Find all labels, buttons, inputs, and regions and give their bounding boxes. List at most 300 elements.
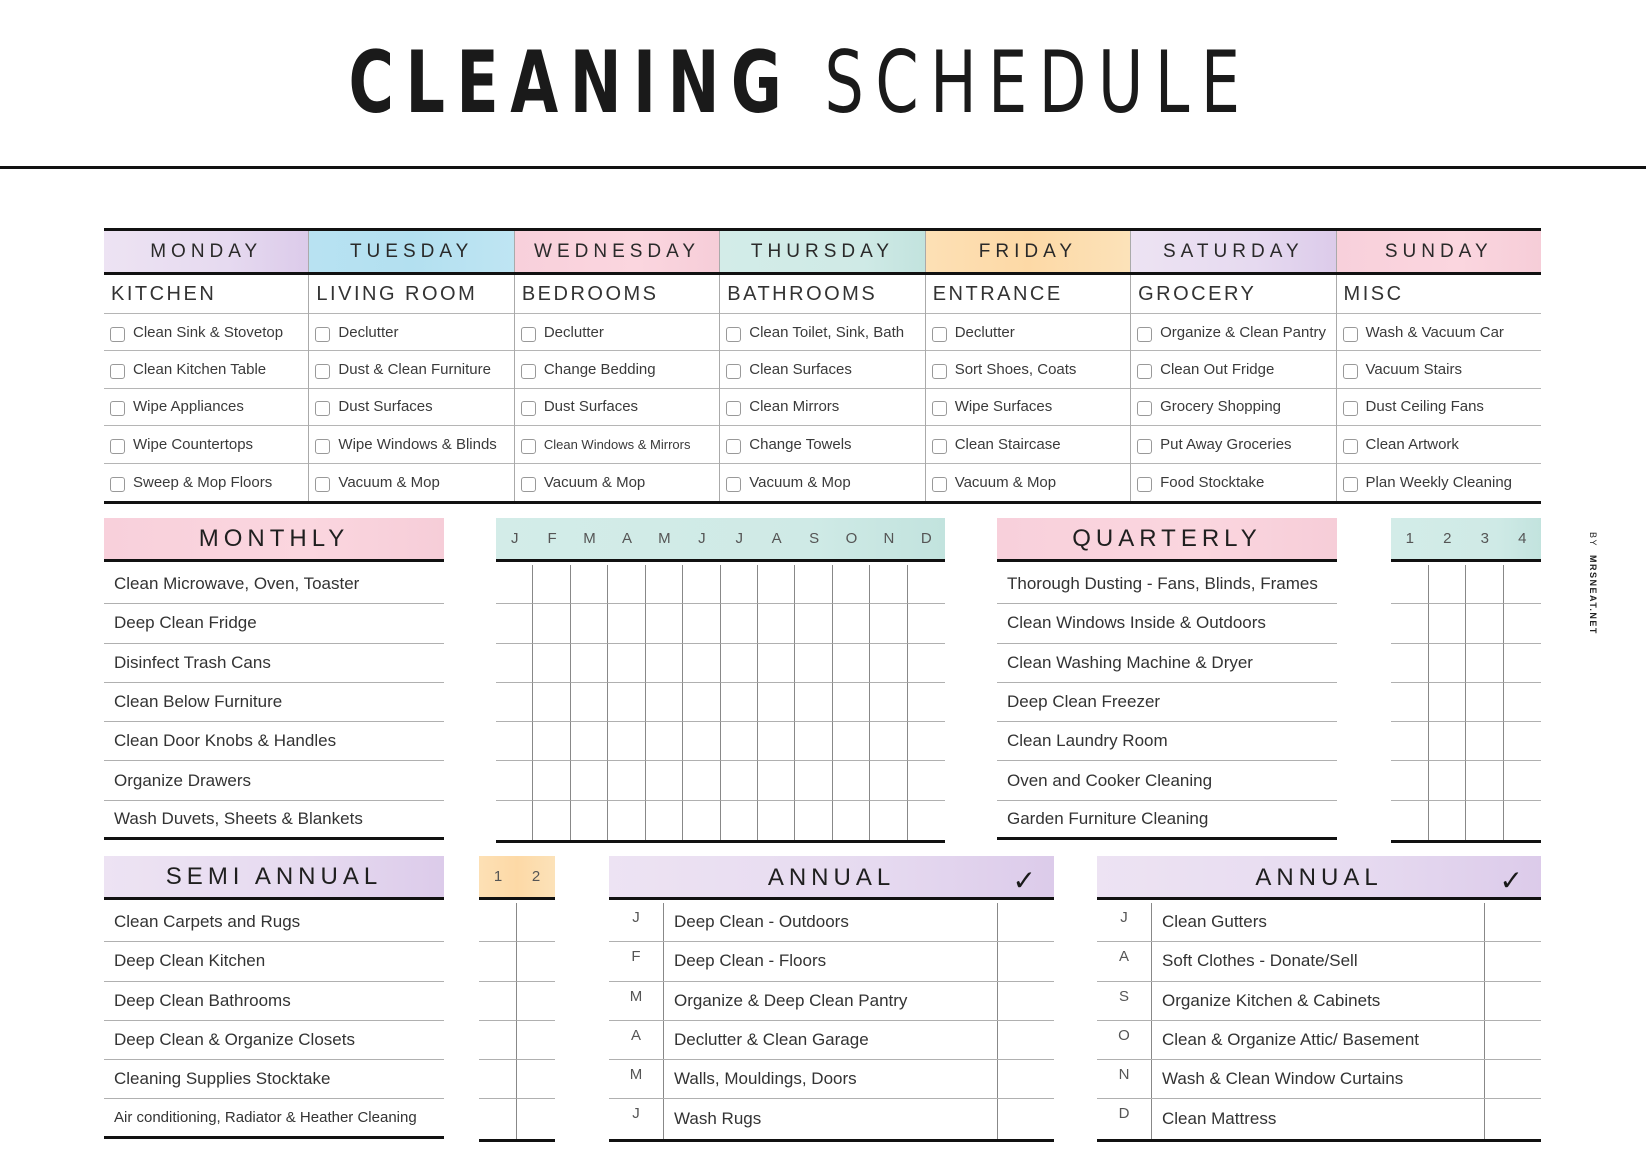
task-label: Clean Staircase <box>954 435 1061 453</box>
check-cell[interactable] <box>496 761 533 800</box>
task-label: Food Stocktake <box>1160 473 1265 491</box>
checkbox[interactable] <box>932 477 947 492</box>
weekly-body <box>104 275 1541 501</box>
checkbox[interactable] <box>110 364 125 379</box>
task-checkbox-item[interactable] <box>926 426 1130 463</box>
check-cell[interactable] <box>683 604 720 643</box>
day-column-monday <box>104 275 309 501</box>
task-checkbox-item[interactable] <box>926 464 1130 501</box>
check-cell[interactable] <box>646 801 683 840</box>
check-cell[interactable] <box>1429 801 1467 840</box>
check-cell[interactable] <box>1429 644 1467 683</box>
column-label: M <box>583 530 596 547</box>
check-cell[interactable] <box>833 644 870 683</box>
check-cell[interactable] <box>646 565 683 604</box>
task-checkbox-item[interactable] <box>104 464 308 501</box>
check-cell[interactable] <box>608 565 645 604</box>
task-label: Clean Gutters <box>1152 903 1485 941</box>
check-cell[interactable] <box>571 604 608 643</box>
task-checkbox-item[interactable] <box>515 351 719 388</box>
check-cell[interactable] <box>1466 683 1504 722</box>
check-cell[interactable] <box>571 801 608 840</box>
check-cell[interactable] <box>1485 1060 1541 1098</box>
check-cell[interactable] <box>683 644 720 683</box>
task-row: Organize Drawers <box>104 761 444 800</box>
task-row: Clean Windows Inside & Outdoors <box>997 604 1337 643</box>
task-label: Sort Shoes, Coats <box>954 361 1077 379</box>
task-checkbox-item[interactable] <box>1337 314 1541 351</box>
check-cell[interactable] <box>795 644 832 683</box>
quarterly-quarter-header <box>1391 518 1541 562</box>
check-cell[interactable] <box>646 683 683 722</box>
check-cell[interactable] <box>998 903 1054 941</box>
checkbox[interactable] <box>315 327 330 342</box>
check-cell[interactable] <box>1485 942 1541 980</box>
task-checkbox-item[interactable] <box>1131 464 1335 501</box>
check-cell[interactable] <box>608 604 645 643</box>
check-cell[interactable] <box>908 604 945 643</box>
checkbox[interactable] <box>726 477 741 492</box>
task-row: Deep Clean Kitchen <box>104 942 444 981</box>
checkbox[interactable] <box>110 477 125 492</box>
check-cell[interactable] <box>1429 722 1467 761</box>
check-cell[interactable] <box>517 982 555 1021</box>
quarterly-check-grid <box>1391 565 1541 843</box>
check-cell[interactable] <box>571 761 608 800</box>
annual-title-2: ANNUAL <box>1255 864 1383 891</box>
task-label: Deep Clean - Floors <box>664 942 998 980</box>
annual-header-2 <box>1097 856 1541 900</box>
check-cell[interactable] <box>1391 683 1429 722</box>
task-label: Organize & Deep Clean Pantry <box>664 982 998 1020</box>
check-cell[interactable] <box>479 1060 517 1099</box>
check-cell[interactable] <box>795 761 832 800</box>
check-cell[interactable] <box>533 722 570 761</box>
task-checkbox-item[interactable] <box>720 464 924 501</box>
check-cell[interactable] <box>795 722 832 761</box>
task-checkbox-item[interactable] <box>926 389 1130 426</box>
checkbox[interactable] <box>315 439 330 454</box>
task-label: Sweep & Mop Floors <box>133 473 273 491</box>
check-cell[interactable] <box>496 683 533 722</box>
check-cell[interactable] <box>1429 565 1467 604</box>
check-cell[interactable] <box>1391 565 1429 604</box>
check-cell[interactable] <box>683 761 720 800</box>
check-cell[interactable] <box>1391 761 1429 800</box>
checkbox[interactable] <box>521 477 536 492</box>
check-cell[interactable] <box>608 722 645 761</box>
column-label: N <box>883 530 895 547</box>
check-cell[interactable] <box>721 604 758 643</box>
task-label: Wash & Clean Window Curtains <box>1152 1060 1485 1098</box>
check-cell[interactable] <box>1504 722 1542 761</box>
task-checkbox-item[interactable] <box>104 351 308 388</box>
check-cell[interactable] <box>683 722 720 761</box>
check-cell[interactable] <box>758 683 795 722</box>
task-label: Dust Surfaces <box>543 398 639 416</box>
task-checkbox-item[interactable] <box>1131 314 1335 351</box>
check-cell[interactable] <box>795 683 832 722</box>
semi-annual-title: SEMI ANNUAL <box>165 862 383 890</box>
task-checkbox-item[interactable] <box>1131 389 1335 426</box>
task-checkbox-item[interactable] <box>309 351 513 388</box>
check-cell[interactable] <box>998 942 1054 980</box>
check-cell[interactable] <box>479 1099 517 1138</box>
check-cell[interactable] <box>479 982 517 1021</box>
check-cell[interactable] <box>758 644 795 683</box>
task-checkbox-item[interactable] <box>104 389 308 426</box>
task-label: Wipe Countertops <box>133 435 254 453</box>
check-cell[interactable] <box>908 761 945 800</box>
check-cell[interactable] <box>870 801 907 840</box>
checkbox[interactable] <box>521 327 536 342</box>
task-label: Walls, Mouldings, Doors <box>664 1060 998 1098</box>
room-label: ENTRANCE <box>926 275 1130 314</box>
task-label: Clean Toilet, Sink, Bath <box>749 323 905 341</box>
checkbox[interactable] <box>726 364 741 379</box>
checkbox[interactable] <box>1343 327 1358 342</box>
check-cell[interactable] <box>1391 644 1429 683</box>
month-letter: A <box>609 1021 664 1059</box>
check-cell[interactable] <box>571 683 608 722</box>
month-letter: F <box>609 942 664 980</box>
check-cell[interactable] <box>608 761 645 800</box>
check-cell[interactable] <box>998 1099 1054 1138</box>
task-label: Organize Kitchen & Cabinets <box>1152 982 1485 1020</box>
task-checkbox-item[interactable] <box>1337 389 1541 426</box>
task-row: Clean Below Furniture <box>104 683 444 722</box>
check-cell[interactable] <box>721 644 758 683</box>
month-letter: M <box>609 982 664 1020</box>
checkbox[interactable] <box>110 401 125 416</box>
day-column-wednesday <box>515 275 720 501</box>
quarterly-title: QUARTERLY <box>1072 524 1262 552</box>
checkbox[interactable] <box>1137 401 1152 416</box>
day-column-thursday <box>720 275 925 501</box>
task-label: Vacuum & Mop <box>954 473 1057 491</box>
monthly-title: MONTHLY <box>198 524 350 552</box>
task-checkbox-item[interactable] <box>1337 351 1541 388</box>
check-cell[interactable] <box>571 565 608 604</box>
task-label: Clean & Organize Attic/ Basement <box>1152 1021 1485 1059</box>
column-label: A <box>771 530 782 547</box>
check-cell[interactable] <box>721 761 758 800</box>
check-cell[interactable] <box>870 644 907 683</box>
monthly-header <box>104 518 444 562</box>
title-light: SCHEDULE <box>824 33 1252 133</box>
check-cell[interactable] <box>870 604 907 643</box>
check-cell[interactable] <box>1466 722 1504 761</box>
check-cell[interactable] <box>646 644 683 683</box>
check-cell[interactable] <box>758 565 795 604</box>
task-checkbox-item[interactable] <box>104 314 308 351</box>
check-cell[interactable] <box>683 565 720 604</box>
monthly-check-grid <box>496 565 945 843</box>
check-cell[interactable] <box>758 722 795 761</box>
check-cell[interactable] <box>908 801 945 840</box>
check-cell[interactable] <box>496 722 533 761</box>
room-label: BATHROOMS <box>720 275 924 314</box>
check-cell[interactable] <box>479 1021 517 1060</box>
day-column-saturday <box>1131 275 1336 501</box>
check-cell[interactable] <box>1485 1021 1541 1059</box>
check-cell[interactable] <box>758 801 795 840</box>
task-checkbox-item[interactable] <box>104 426 308 463</box>
day-column-friday <box>926 275 1131 501</box>
annual-row <box>1097 903 1541 942</box>
task-row: Deep Clean & Organize Closets <box>104 1021 444 1060</box>
task-label: Declutter & Clean Garage <box>664 1021 998 1059</box>
task-label: Declutter <box>954 323 1015 341</box>
check-cell[interactable] <box>517 1099 555 1138</box>
task-checkbox-item[interactable] <box>515 389 719 426</box>
check-cell[interactable] <box>833 722 870 761</box>
check-cell[interactable] <box>479 903 517 942</box>
checkbox[interactable] <box>315 477 330 492</box>
annual-header-1 <box>609 856 1054 900</box>
check-cell[interactable] <box>721 683 758 722</box>
month-letter: J <box>609 903 664 941</box>
room-label: KITCHEN <box>104 275 308 314</box>
check-cell[interactable] <box>908 565 945 604</box>
check-cell[interactable] <box>496 565 533 604</box>
monthly-task-list <box>104 565 444 840</box>
day-header-friday: FRIDAY <box>926 231 1131 272</box>
check-cell[interactable] <box>533 761 570 800</box>
checkbox[interactable] <box>1343 401 1358 416</box>
task-row: Clean Microwave, Oven, Toaster <box>104 565 444 604</box>
check-cell[interactable] <box>795 801 832 840</box>
task-checkbox-item[interactable] <box>309 464 513 501</box>
check-cell[interactable] <box>1485 903 1541 941</box>
check-cell[interactable] <box>870 722 907 761</box>
check-cell[interactable] <box>908 722 945 761</box>
task-row: Cleaning Supplies Stocktake <box>104 1060 444 1099</box>
check-cell[interactable] <box>1429 761 1467 800</box>
column-label: 2 <box>531 868 541 885</box>
check-cell[interactable] <box>517 1060 555 1099</box>
check-cell[interactable] <box>1391 722 1429 761</box>
column-label: 1 <box>1405 530 1414 547</box>
check-cell[interactable] <box>533 604 570 643</box>
task-label: Vacuum & Mop <box>749 473 851 491</box>
check-cell[interactable] <box>496 604 533 643</box>
check-cell[interactable] <box>1485 982 1541 1020</box>
credit-by: BY <box>1588 532 1598 548</box>
task-label: Wipe Windows & Blinds <box>338 435 497 453</box>
month-letter: M <box>609 1060 664 1098</box>
check-cell[interactable] <box>1504 761 1542 800</box>
task-checkbox-item[interactable] <box>309 389 513 426</box>
check-cell[interactable] <box>721 801 758 840</box>
check-cell[interactable] <box>1504 683 1542 722</box>
checkbox[interactable] <box>932 364 947 379</box>
check-cell[interactable] <box>833 683 870 722</box>
check-cell[interactable] <box>1466 801 1504 840</box>
checkbox[interactable] <box>1137 439 1152 454</box>
checkbox[interactable] <box>1137 477 1152 492</box>
check-cell[interactable] <box>1466 644 1504 683</box>
task-checkbox-item[interactable] <box>1131 351 1335 388</box>
checkbox[interactable] <box>726 327 741 342</box>
task-label: Clean Mattress <box>1152 1099 1485 1138</box>
check-cell[interactable] <box>833 565 870 604</box>
checkbox[interactable] <box>110 439 125 454</box>
semi-annual-header <box>104 856 444 900</box>
task-checkbox-item[interactable] <box>309 314 513 351</box>
room-label: LIVING ROOM <box>309 275 513 314</box>
task-checkbox-item[interactable] <box>1337 464 1541 501</box>
month-letter: A <box>1097 942 1152 980</box>
check-cell[interactable] <box>646 761 683 800</box>
check-cell[interactable] <box>646 604 683 643</box>
checkbox[interactable] <box>1137 364 1152 379</box>
task-label: Change Towels <box>749 435 852 453</box>
check-cell[interactable] <box>608 644 645 683</box>
check-cell[interactable] <box>795 565 832 604</box>
task-label: Change Bedding <box>543 361 656 379</box>
checkbox[interactable] <box>521 439 536 454</box>
task-checkbox-item[interactable] <box>515 314 719 351</box>
column-label: J <box>510 530 519 547</box>
quarterly-header <box>997 518 1337 562</box>
check-cell[interactable] <box>721 722 758 761</box>
check-cell[interactable] <box>870 683 907 722</box>
column-label: O <box>845 530 858 547</box>
checkbox[interactable] <box>1343 364 1358 379</box>
checkbox[interactable] <box>726 401 741 416</box>
checkbox[interactable] <box>315 401 330 416</box>
task-label: Declutter <box>543 323 604 341</box>
checkbox[interactable] <box>521 364 536 379</box>
checkbox[interactable] <box>932 327 947 342</box>
task-label: Vacuum Stairs <box>1365 361 1462 379</box>
task-row: Deep Clean Freezer <box>997 683 1337 722</box>
check-cell[interactable] <box>1485 1099 1541 1138</box>
check-cell[interactable] <box>533 683 570 722</box>
month-letter: D <box>1097 1099 1152 1138</box>
check-cell[interactable] <box>517 1021 555 1060</box>
check-cell[interactable] <box>1504 604 1542 643</box>
task-checkbox-item[interactable] <box>720 426 924 463</box>
check-cell[interactable] <box>833 801 870 840</box>
check-cell[interactable] <box>517 903 555 942</box>
check-cell[interactable] <box>1391 801 1429 840</box>
day-header-tuesday: TUESDAY <box>309 231 514 272</box>
task-checkbox-item[interactable] <box>1131 426 1335 463</box>
checkbox[interactable] <box>315 364 330 379</box>
checkbox[interactable] <box>110 327 125 342</box>
task-checkbox-item[interactable] <box>515 464 719 501</box>
check-cell[interactable] <box>908 683 945 722</box>
task-label: Wash Rugs <box>664 1099 998 1138</box>
check-cell[interactable] <box>533 565 570 604</box>
task-label: Clean Surfaces <box>749 361 852 379</box>
annual-row <box>609 903 1054 942</box>
task-row: Oven and Cooker Cleaning <box>997 761 1337 800</box>
checkbox[interactable] <box>1137 327 1152 342</box>
check-cell[interactable] <box>571 644 608 683</box>
check-cell[interactable] <box>1429 604 1467 643</box>
check-cell[interactable] <box>998 1060 1054 1098</box>
checkbox[interactable] <box>726 439 741 454</box>
check-cell[interactable] <box>908 644 945 683</box>
check-cell[interactable] <box>1391 604 1429 643</box>
room-label: BEDROOMS <box>515 275 719 314</box>
task-checkbox-item[interactable] <box>515 426 719 463</box>
check-cell[interactable] <box>1504 644 1542 683</box>
checkbox[interactable] <box>1343 477 1358 492</box>
check-cell[interactable] <box>870 761 907 800</box>
task-checkbox-item[interactable] <box>720 389 924 426</box>
room-label: GROCERY <box>1131 275 1335 314</box>
task-label: Plan Weekly Cleaning <box>1365 473 1513 491</box>
day-header-sunday: SUNDAY <box>1337 231 1541 272</box>
check-cell[interactable] <box>998 1021 1054 1059</box>
check-cell[interactable] <box>608 801 645 840</box>
check-cell[interactable] <box>1466 604 1504 643</box>
check-cell[interactable] <box>833 761 870 800</box>
check-cell[interactable] <box>795 604 832 643</box>
checkbox[interactable] <box>932 401 947 416</box>
month-letter: J <box>609 1099 664 1138</box>
task-label: Declutter <box>338 323 399 341</box>
task-row: Deep Clean Bathrooms <box>104 982 444 1021</box>
check-cell[interactable] <box>646 722 683 761</box>
check-cell[interactable] <box>833 604 870 643</box>
check-cell[interactable] <box>1504 801 1542 840</box>
task-row: Air conditioning, Radiator & Heather Cleaning <box>104 1099 444 1138</box>
check-cell[interactable] <box>1504 565 1542 604</box>
column-label: 2 <box>1443 530 1452 547</box>
check-cell[interactable] <box>1466 761 1504 800</box>
check-cell[interactable] <box>571 722 608 761</box>
check-cell[interactable] <box>608 683 645 722</box>
task-label: Soft Clothes - Donate/Sell <box>1152 942 1485 980</box>
checkbox[interactable] <box>521 401 536 416</box>
check-cell[interactable] <box>683 801 720 840</box>
check-cell[interactable] <box>870 565 907 604</box>
task-row: Clean Door Knobs & Handles <box>104 722 444 761</box>
task-checkbox-item[interactable] <box>926 351 1130 388</box>
checkbox[interactable] <box>1343 439 1358 454</box>
check-cell[interactable] <box>533 801 570 840</box>
check-cell[interactable] <box>496 801 533 840</box>
check-cell[interactable] <box>517 942 555 981</box>
check-cell[interactable] <box>496 644 533 683</box>
check-cell[interactable] <box>721 565 758 604</box>
column-label: A <box>621 530 632 547</box>
task-checkbox-item[interactable] <box>720 351 924 388</box>
check-cell[interactable] <box>1429 683 1467 722</box>
room-label: MISC <box>1337 275 1541 314</box>
check-cell[interactable] <box>533 644 570 683</box>
check-cell[interactable] <box>479 942 517 981</box>
check-cell[interactable] <box>758 761 795 800</box>
check-cell[interactable] <box>998 982 1054 1020</box>
page-title <box>224 33 1376 133</box>
check-cell[interactable] <box>683 683 720 722</box>
check-cell[interactable] <box>1466 565 1504 604</box>
annual-row <box>609 1060 1054 1099</box>
task-checkbox-item[interactable] <box>926 314 1130 351</box>
task-checkbox-item[interactable] <box>1337 426 1541 463</box>
task-checkbox-item[interactable] <box>720 314 924 351</box>
semi-annual-check-grid <box>479 903 555 1142</box>
task-checkbox-item[interactable] <box>309 426 513 463</box>
checkbox[interactable] <box>932 439 947 454</box>
check-cell[interactable] <box>758 604 795 643</box>
